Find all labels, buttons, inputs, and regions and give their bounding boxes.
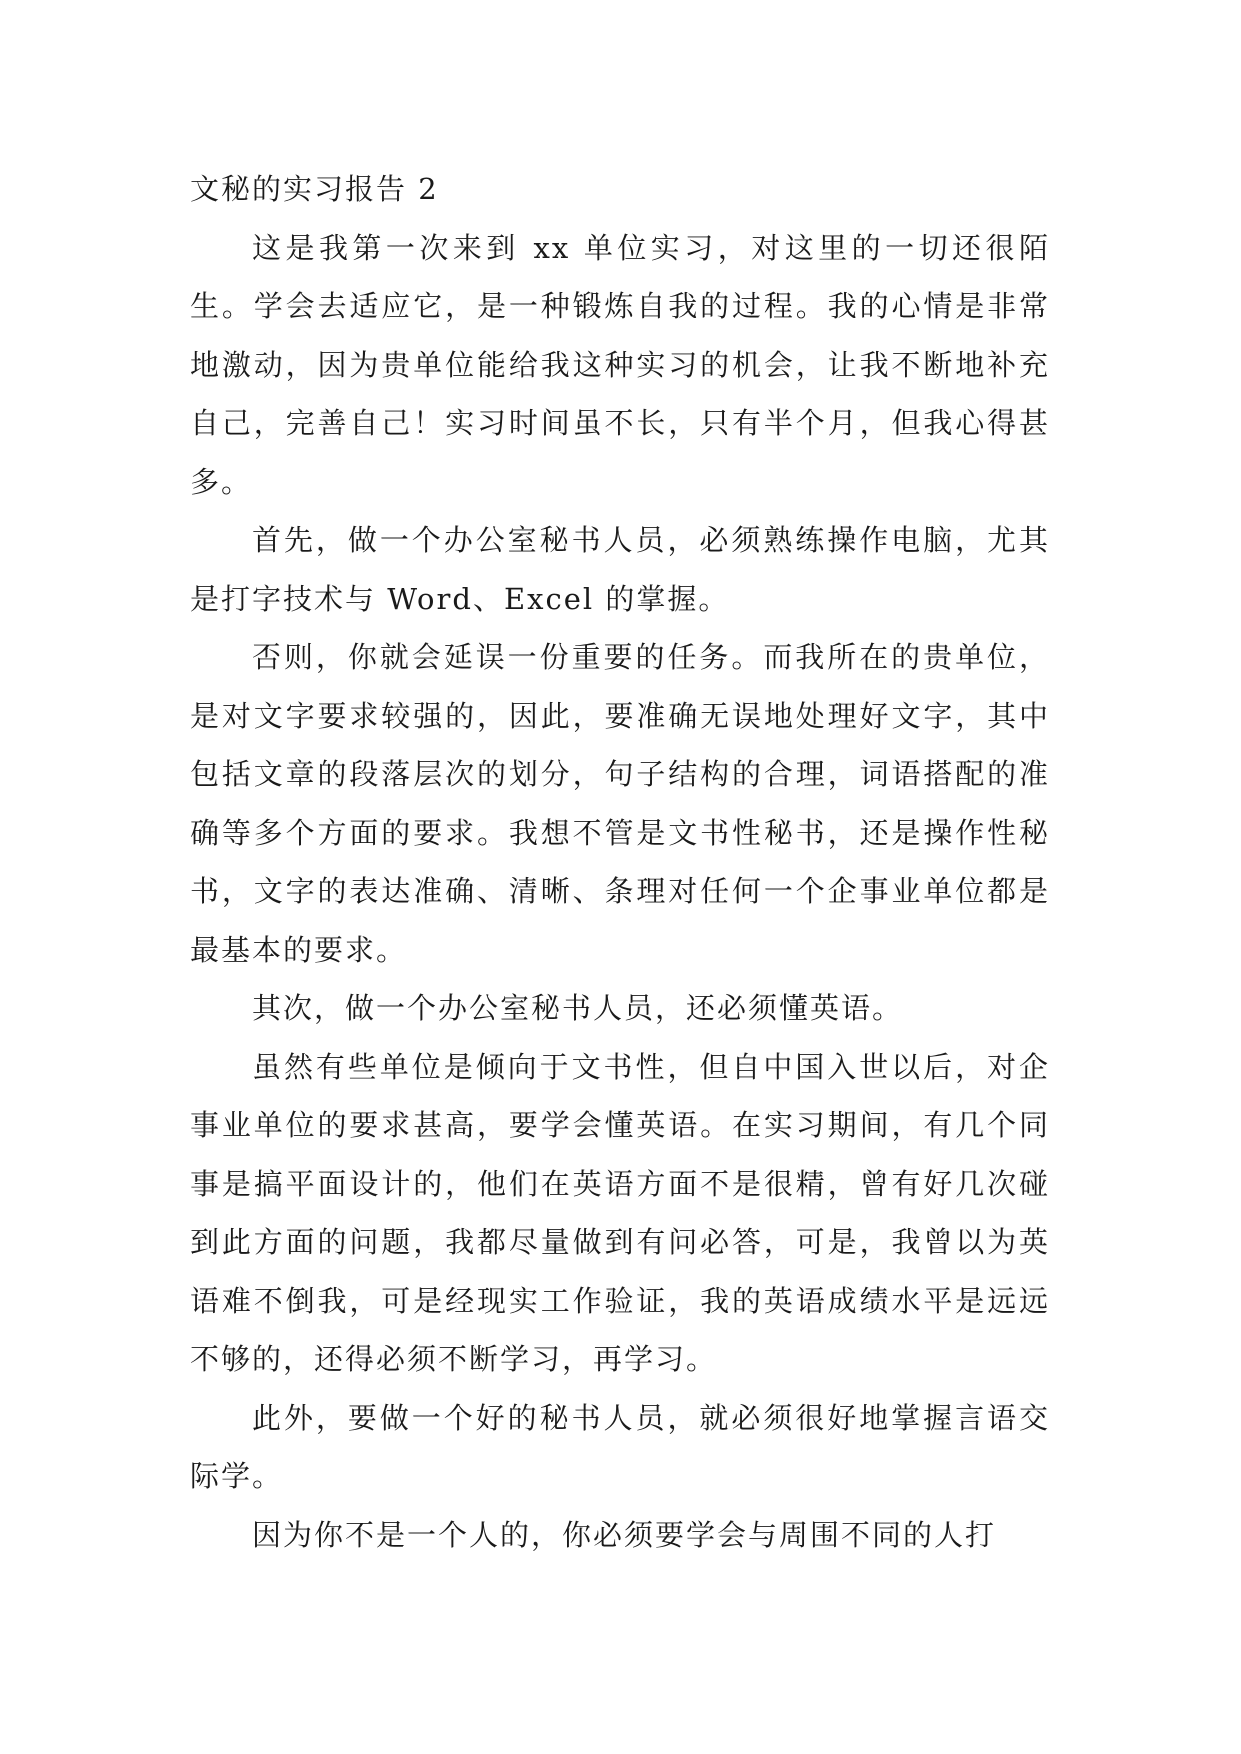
document-title: 文秘的实习报告 2 <box>190 172 439 206</box>
paragraph-computer-skills: 首先，做一个办公室秘书人员，必须熟练操作电脑，尤其是打字技术与 Word、Excel 的掌握。 <box>190 523 1050 616</box>
paragraph-interpersonal: 因为你不是一个人的，你必须要学会与周围不同的人打 <box>252 1517 997 1552</box>
paragraph-communication: 此外，要做一个好的秘书人员，就必须很好地掌握言语交际学。 <box>190 1400 1050 1493</box>
document-body <box>190 160 1050 1564</box>
paragraph-writing-requirements: 否则，你就会延误一份重要的任务。而我所在的贵单位，是对文字要求较强的，因此，要准确无误地处理好文字，其中包括文章的段落层次的划分，句子结构的合理，词语搭配的准确等多个方面的要求。我想不管是文书性秘书，还是操作性秘书，文字的表达准确、清晰、条理对任何一个企事业单位都是最基本的要求。 <box>190 640 1050 967</box>
paragraph-intro: 这是我第一次来到 xx 单位实习，对这里的一切还很陌生。学会去适应它，是一种锻炼自我的过程。我的心情是非常地激动，因为贵单位能给我这种实习的机会，让我不断地补充自己，完善自己！实习时间虽不长，只有半个月，但我心得甚多。 <box>190 230 1050 499</box>
paragraph-english-experience: 虽然有些单位是倾向于文书性，但自中国入世以后，对企事业单位的要求甚高，要学会懂英语。在实习期间，有几个同事是搞平面设计的，他们在英语方面不是很精，曾有好几次碰到此方面的问题，我都尽量做到有问必答，可是，我曾以为英语难不倒我，可是经现实工作验证，我的英语成绩水平是远远不够的，还得必须不断学习，再学习。 <box>190 1049 1050 1376</box>
paragraph-english-requirement: 其次，做一个办公室秘书人员，还必须懂英语。 <box>252 991 904 1025</box>
